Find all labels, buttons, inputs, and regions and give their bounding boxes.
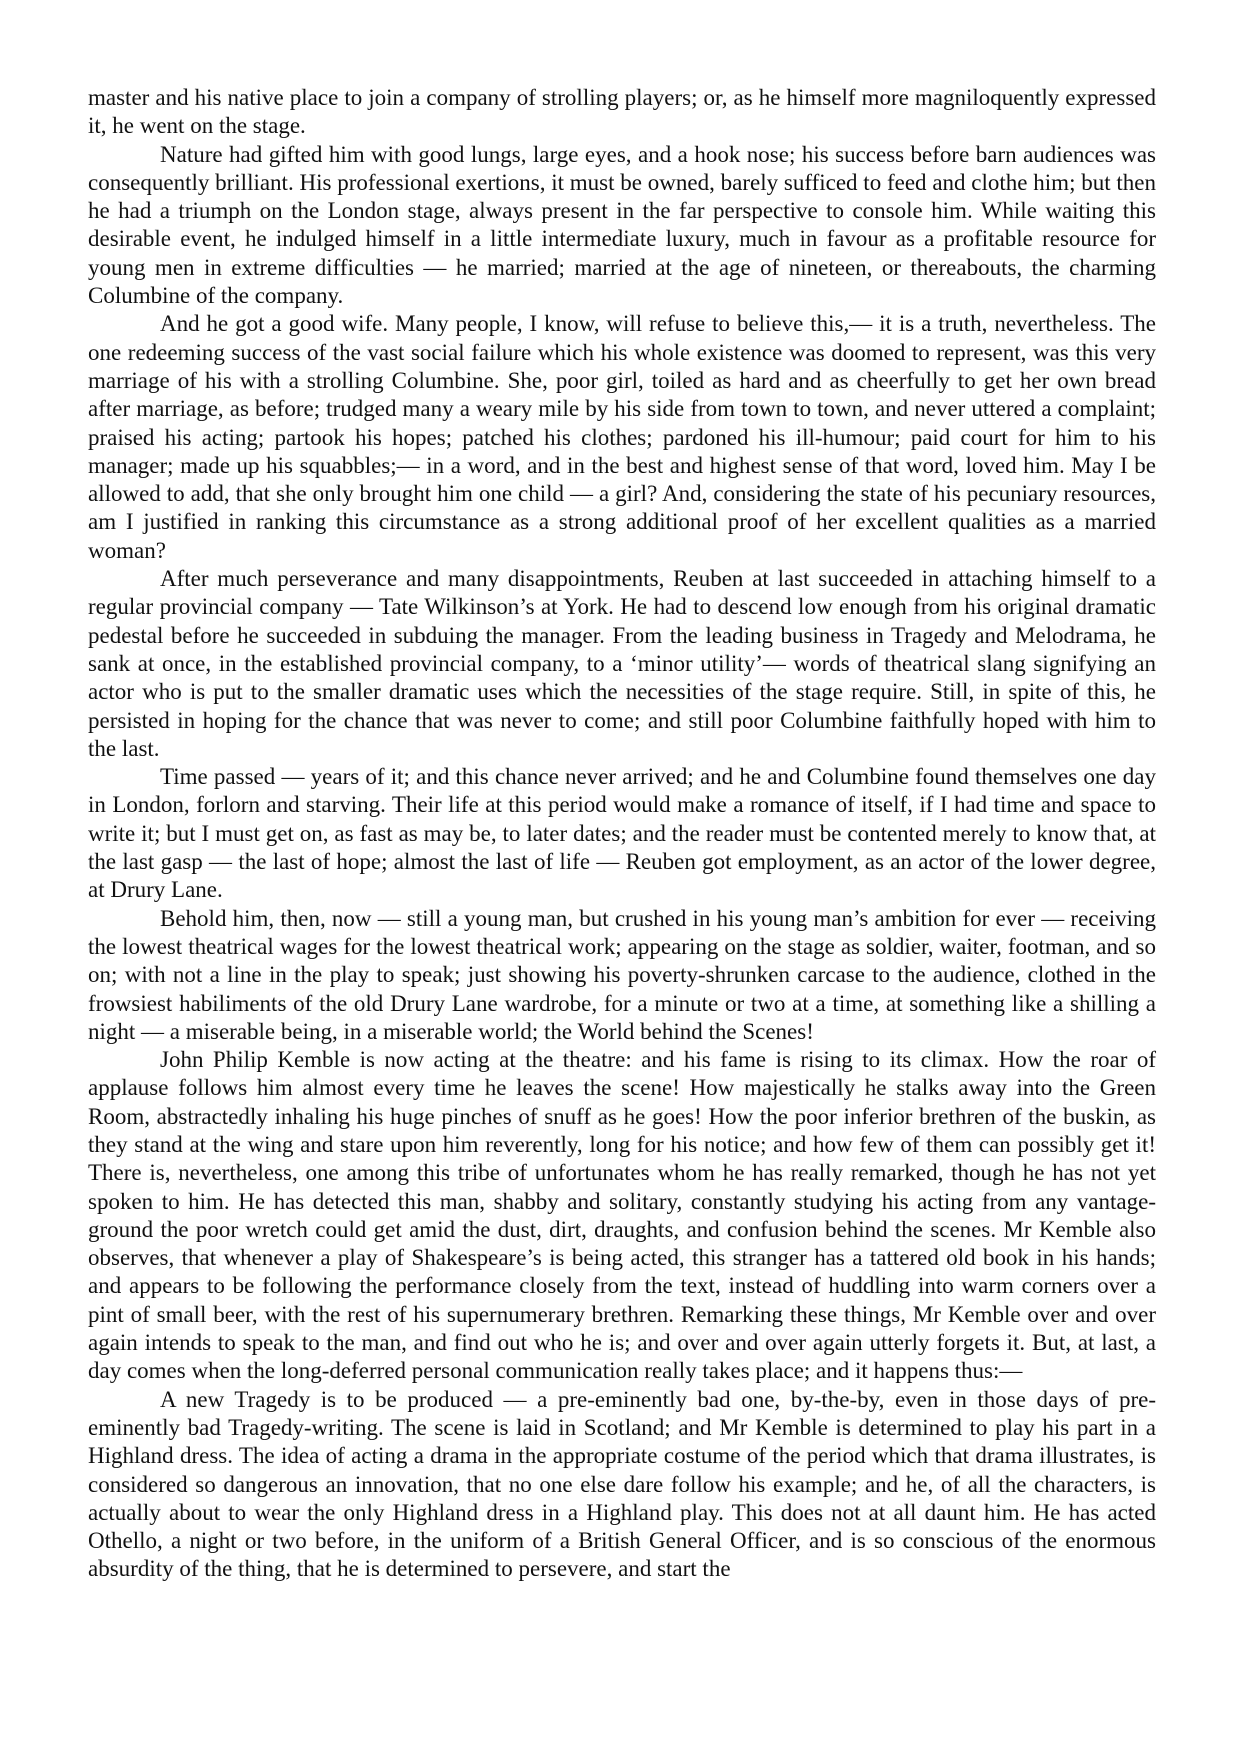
- paragraph-3: And he got a good wife. Many people, I know, will refuse to believe this,— it is a truth, nevertheless. The one redeeming success of the vast social failure which his whole existence was doomed to represent, was this very marriage of his with a strolling Columbine. She, poor girl, toiled as hard and as cheerfully to get her own bread after marriage, as before; trudged many a weary mile by his side from town to town, and never uttered a complaint; praised his acting; partook his hopes; patched his clothes; pardoned his ill-humour; paid court for him to his manager; made up his squabbles;— in a word, and in the best and highest sense of that word, loved him. May I be allowed to add, that she only brought him one child — a girl? And, considering the state of his pecuniary resources, am I justified in ranking this circumstance as a strong additional proof of her excellent qualities as a married woman?: [88, 311, 1156, 563]
- paragraph-7: John Philip Kemble is now acting at the theatre: and his fame is rising to its climax. How the roar of applause follows him almost every time he leaves the scene! How majestically he stalks away into the Green Room, abstractedly inhaling his huge pinches of snuff as he goes! How the poor inferior brethren of the buskin, as they stand at the wing and stare upon him reverently, long for his notice; and how few of them can possibly get it! There is, nevertheless, one among this tribe of unfortunates whom he has really remarked, though he has not yet spoken to him. He has detected this man, shabby and solitary, constantly studying his acting from any vantage-ground the poor wretch could get amid the dust, dirt, draughts, and confusion behind the scenes. Mr Kemble also observes, that whenever a play of Shakespeare’s is being acted, this stranger has a tattered old book in his hands; and appears to be following the performance closely from the text, instead of huddling into warm corners over a pint of small beer, with the rest of his supernumerary brethren. Remarking these things, Mr Kemble over and over again intends to speak to the man, and find out who he is; and over and over again utterly forgets it. But, at last, a day comes when the long-deferred personal communication really takes place; and it happens thus:—: [88, 1047, 1156, 1384]
- paragraph-1-continued: master and his native place to join a company of strolling players; or, as he himself more magniloquently expressed it, he went on the stage.: [88, 85, 1156, 139]
- paragraph-2: Nature had gifted him with good lungs, large eyes, and a hook nose; his success before barn audiences was consequently brilliant. His professional exertions, it must be owned, barely sufficed to feed and clothe him; but then he had a triumph on the London stage, always present in the far perspective to console him. While waiting this desirable event, he indulged himself in a little intermediate luxury, much in favour as a profitable resource for young men in extreme difficulties — he married; married at the age of nineteen, or thereabouts, the charming Columbine of the company.: [88, 141, 1156, 309]
- page-body: [88, 84, 1156, 1584]
- paragraph-8: A new Tragedy is to be produced — a pre-eminently bad one, by-the-by, even in those days of pre-eminently bad Tragedy-writing. The scene is laid in Scotland; and Mr Kemble is determined to play his part in a Highland dress. The idea of acting a drama in the appropriate costume of the period which that drama illustrates, is considered so dangerous an innovation, that no one else dare follow his example; and he, of all the characters, is actually about to wear the only Highland dress in a Highland play. This does not at all daunt him. He has acted Othello, a night or two before, in the uniform of a British General Officer, and is so conscious of the enormous absurdity of the thing, that he is determined to persevere, and start the: [88, 1386, 1156, 1582]
- paragraph-6: Behold him, then, now — still a young man, but crushed in his young man’s ambition for ever — receiving the lowest theatrical wages for the lowest theatrical work; appearing on the stage as soldier, waiter, footman, and so on; with not a line in the play to speak; just showing his poverty-shrunken carcase to the audience, clothed in the frowsiest habiliments of the old Drury Lane wardrobe, for a minute or two at a time, at something like a shilling a night — a miserable being, in a miserable world; the World behind the Scenes!: [88, 905, 1156, 1044]
- paragraph-5: Time passed — years of it; and this chance never arrived; and he and Columbine found themselves one day in London, forlorn and starving. Their life at this period would make a romance of itself, if I had time and space to write it; but I must get on, as fast as may be, to later dates; and the reader must be contented merely to know that, at the last gasp — the last of hope; almost the last of life — Reuben got employment, as an actor of the lower degree, at Drury Lane.: [88, 764, 1156, 903]
- paragraph-4: After much perseverance and many disappointments, Reuben at last succeeded in attaching himself to a regular provincial company — Tate Wilkinson’s at York. He had to descend low enough from his original dramatic pedestal before he succeeded in subduing the manager. From the leading business in Tragedy and Melodrama, he sank at once, in the established provincial company, to a ‘minor utility’— words of theatrical slang signifying an actor who is put to the smaller dramatic uses which the necessities of the stage require. Still, in spite of this, he persisted in hoping for the chance that was never to come; and still poor Columbine faithfully hoped with him to the last.: [88, 566, 1156, 761]
